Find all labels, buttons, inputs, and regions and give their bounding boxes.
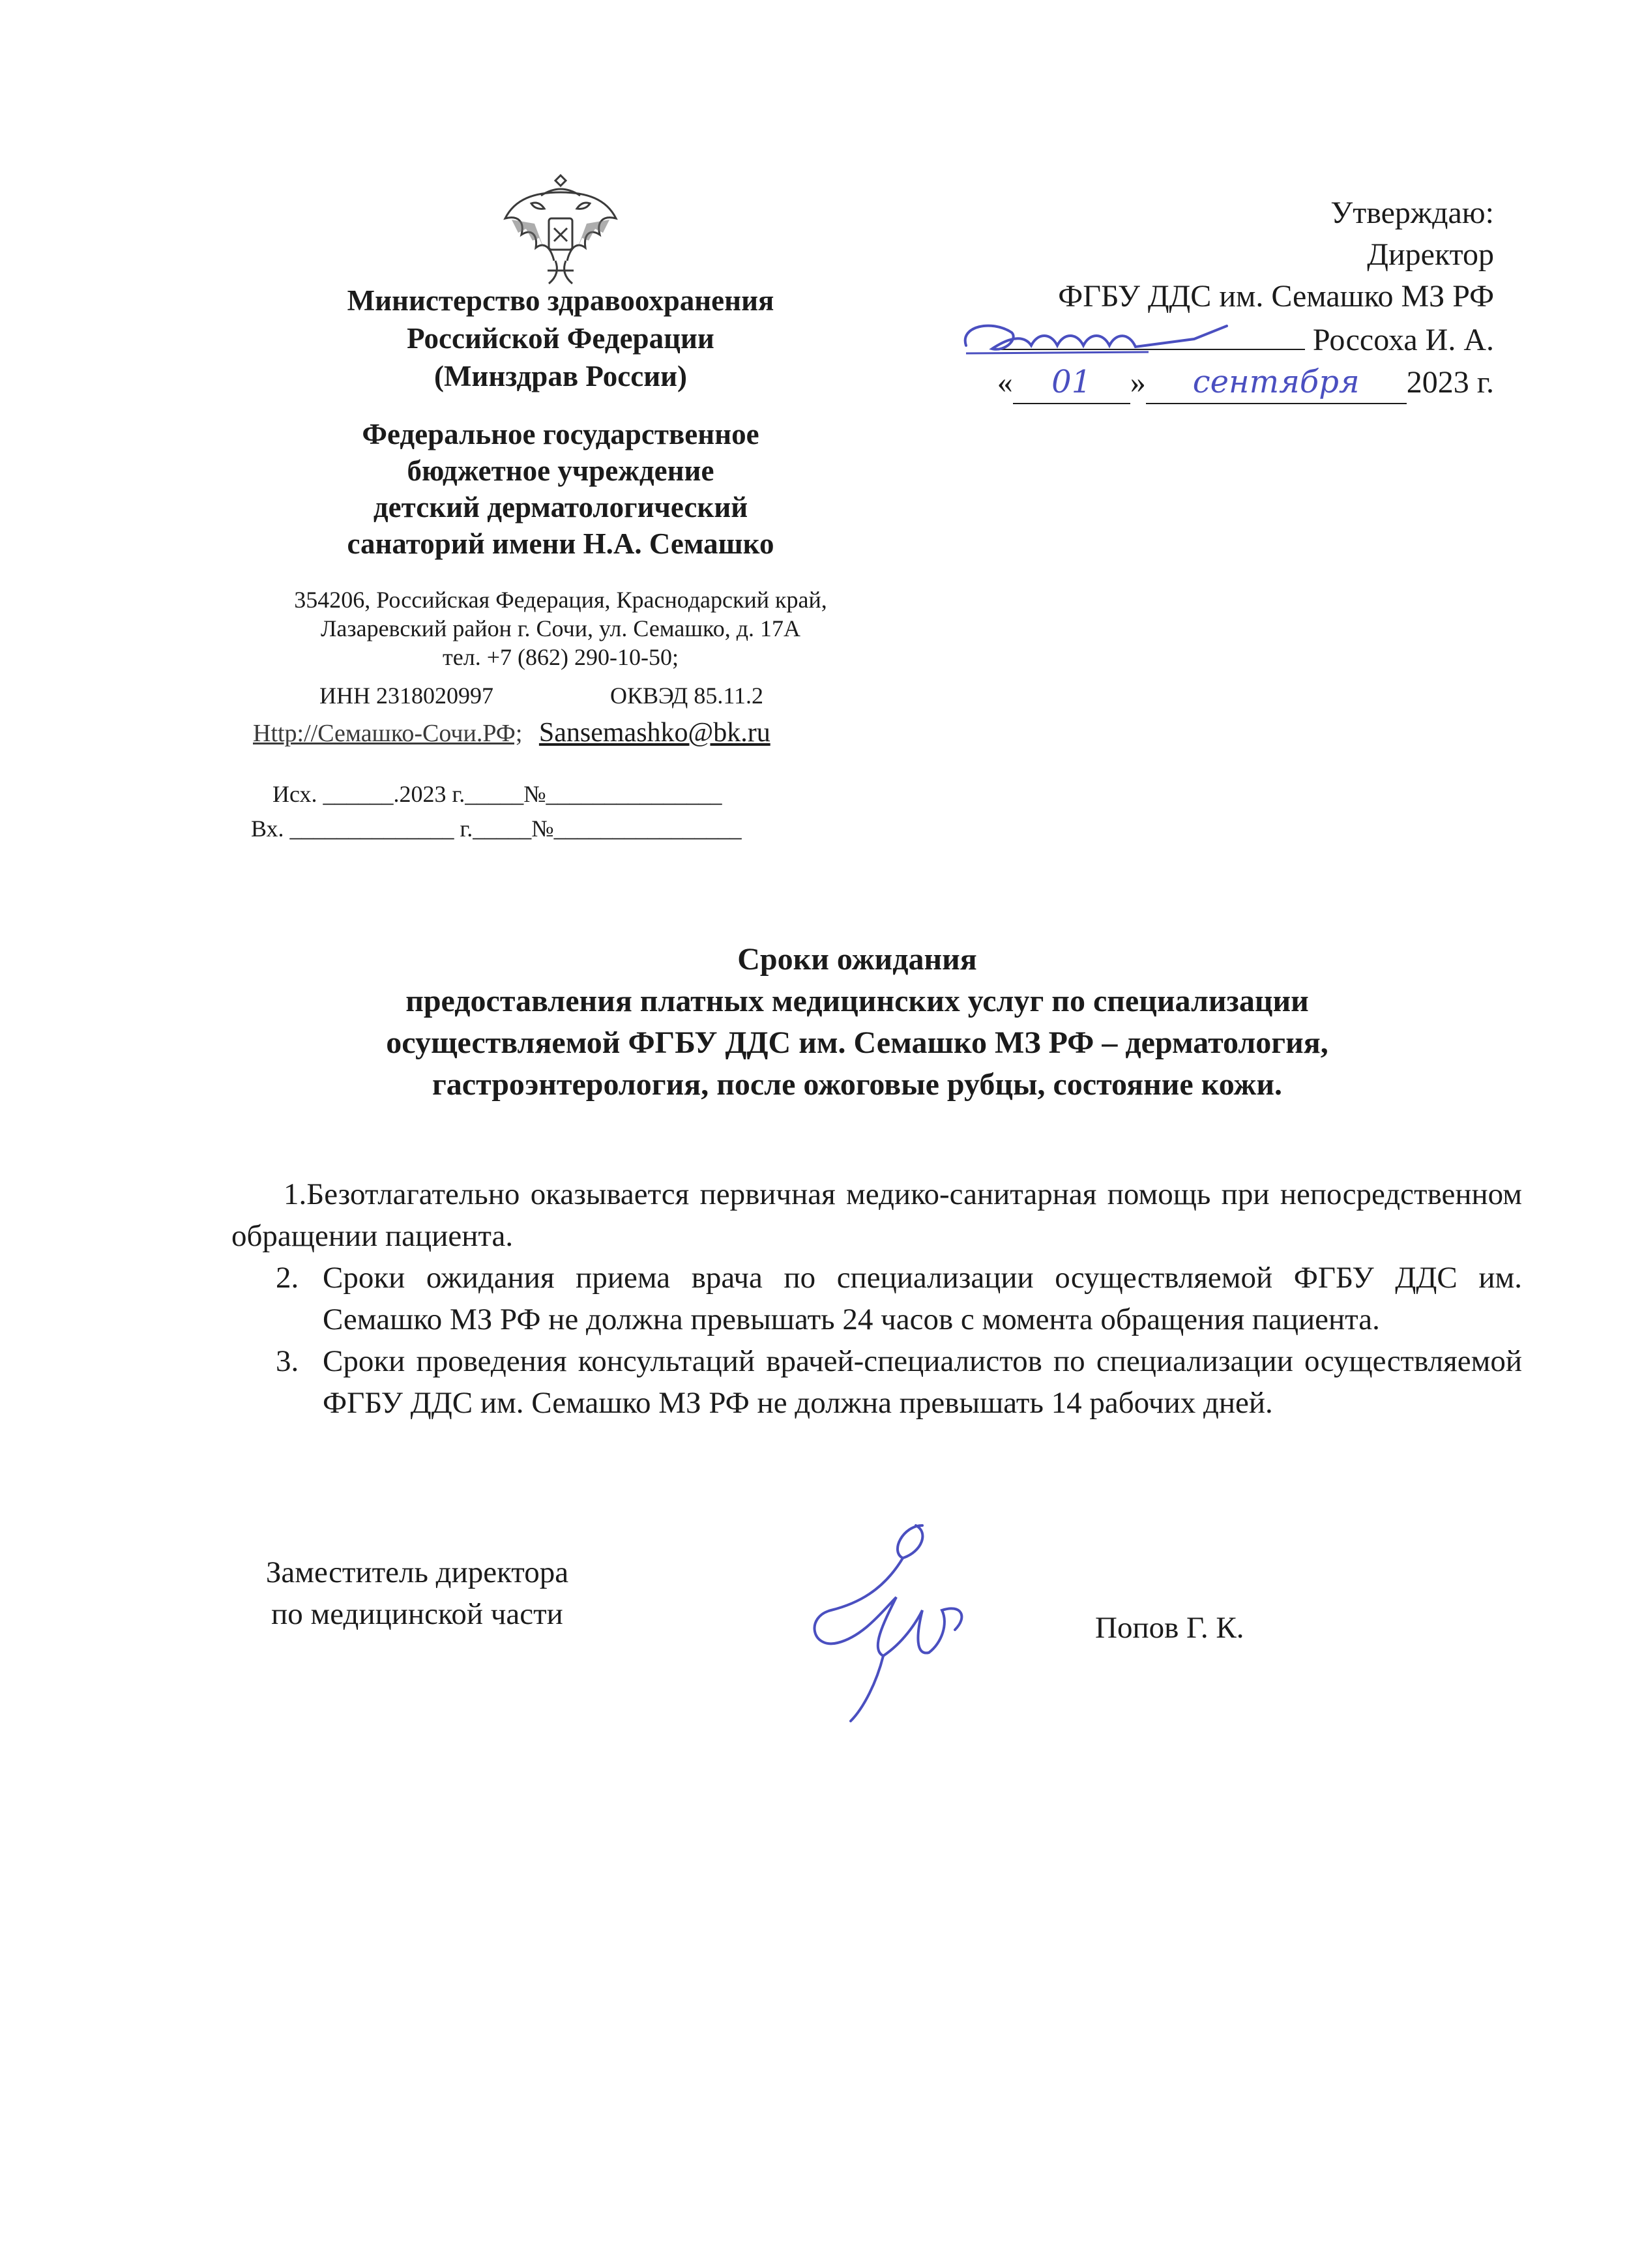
document-body: [231, 1173, 1522, 1424]
institution-line: бюджетное учреждение: [407, 454, 714, 487]
okved-code: ОКВЭД 85.11.2: [610, 683, 763, 709]
institution-line: санаторий имени Н.А. Семашко: [347, 527, 774, 560]
approval-block: [907, 192, 1494, 404]
date-day: 01: [1013, 361, 1130, 404]
title-line: предоставления платных медицинских услуг по специализации: [405, 984, 1309, 1018]
title-line: Сроки ожидания: [737, 942, 977, 977]
approval-heading: Утверждаю:: [1330, 196, 1494, 230]
date-month: сентября: [1146, 361, 1407, 404]
website-link[interactable]: Http://Семашко-Сочи.РФ;: [253, 720, 523, 747]
date-quote-close: »: [1130, 365, 1146, 400]
date-quote-open: «: [997, 365, 1013, 400]
director-signature-icon: [953, 313, 1259, 365]
date-year: 2023 г.: [1406, 365, 1494, 400]
institution-name: [248, 416, 873, 562]
document-title: [222, 939, 1493, 1106]
signer-position-line: по медицинской части: [271, 1597, 563, 1631]
list-item-3: [231, 1340, 1522, 1424]
signer-position-line: Заместитель директора: [265, 1555, 569, 1589]
title-line: гастроэнтерология, после ожоговые рубцы, состояние кожи.: [432, 1067, 1283, 1102]
email-link[interactable]: Sansemashko@bk.ru: [538, 718, 770, 748]
ministry-line: (Минздрав России): [433, 360, 688, 392]
ministry-line: Российской Федерации: [407, 322, 714, 355]
address-line: 354206, Российская Федерация, Краснодарский край,: [294, 587, 827, 613]
signer-position: [215, 1552, 619, 1635]
list-item-number: 3.: [276, 1344, 299, 1378]
list-item-text: Сроки ожидания приема врача по специализации осуществляемой ФГБУ ДДС им. Семашко МЗ РФ не должна превышать 24 часов с момента обращения пациента.: [323, 1261, 1522, 1336]
contact-links: [253, 717, 905, 748]
title-line: осуществляемой ФГБУ ДДС им. Семашко МЗ РФ – дерматология,: [386, 1025, 1328, 1060]
list-item-1: 1.Безотлагательно оказывается первичная медико-санитарная помощь при непосредственном обращении пациента.: [231, 1177, 1522, 1253]
approval-position: Директор: [1367, 237, 1494, 272]
address-line: тел. +7 (862) 290-10-50;: [443, 644, 679, 670]
approval-date: [907, 361, 1494, 404]
signer-name: Попов Г. К.: [1095, 1611, 1244, 1645]
institution-line: Федеральное государственное: [362, 418, 759, 450]
approval-organization: ФГБУ ДДС им. Семашко МЗ РФ: [1058, 279, 1494, 314]
list-item-number: 2.: [276, 1261, 299, 1295]
coat-of-arms-emblem-icon: [495, 173, 626, 290]
inn-code: ИНН 2318020997: [319, 683, 493, 709]
list-item-2: [231, 1257, 1522, 1340]
outgoing-reference: Исх. ______.2023 г._____№_______________: [272, 781, 722, 807]
list-item-text: Сроки проведения консультаций врачей-специалистов по специализации осуществляемой ФГБУ ДДС им. Семашко МЗ РФ не должна превышать 14 рабочих дней.: [323, 1344, 1522, 1420]
institution-line: детский дерматологический: [373, 491, 748, 523]
ministry-name: [248, 282, 873, 395]
incoming-reference: Вх. ______________ г._____№________________: [251, 816, 742, 842]
address-line: Лазаревский район г. Сочи, ул. Семашко, д. 17А: [320, 615, 801, 641]
deputy-signature-icon: [792, 1512, 988, 1728]
ministry-line: Министерство здравоохранения: [347, 284, 774, 317]
approval-signer-name: Россоха И. А.: [1312, 323, 1494, 357]
institution-address: [222, 585, 900, 671]
